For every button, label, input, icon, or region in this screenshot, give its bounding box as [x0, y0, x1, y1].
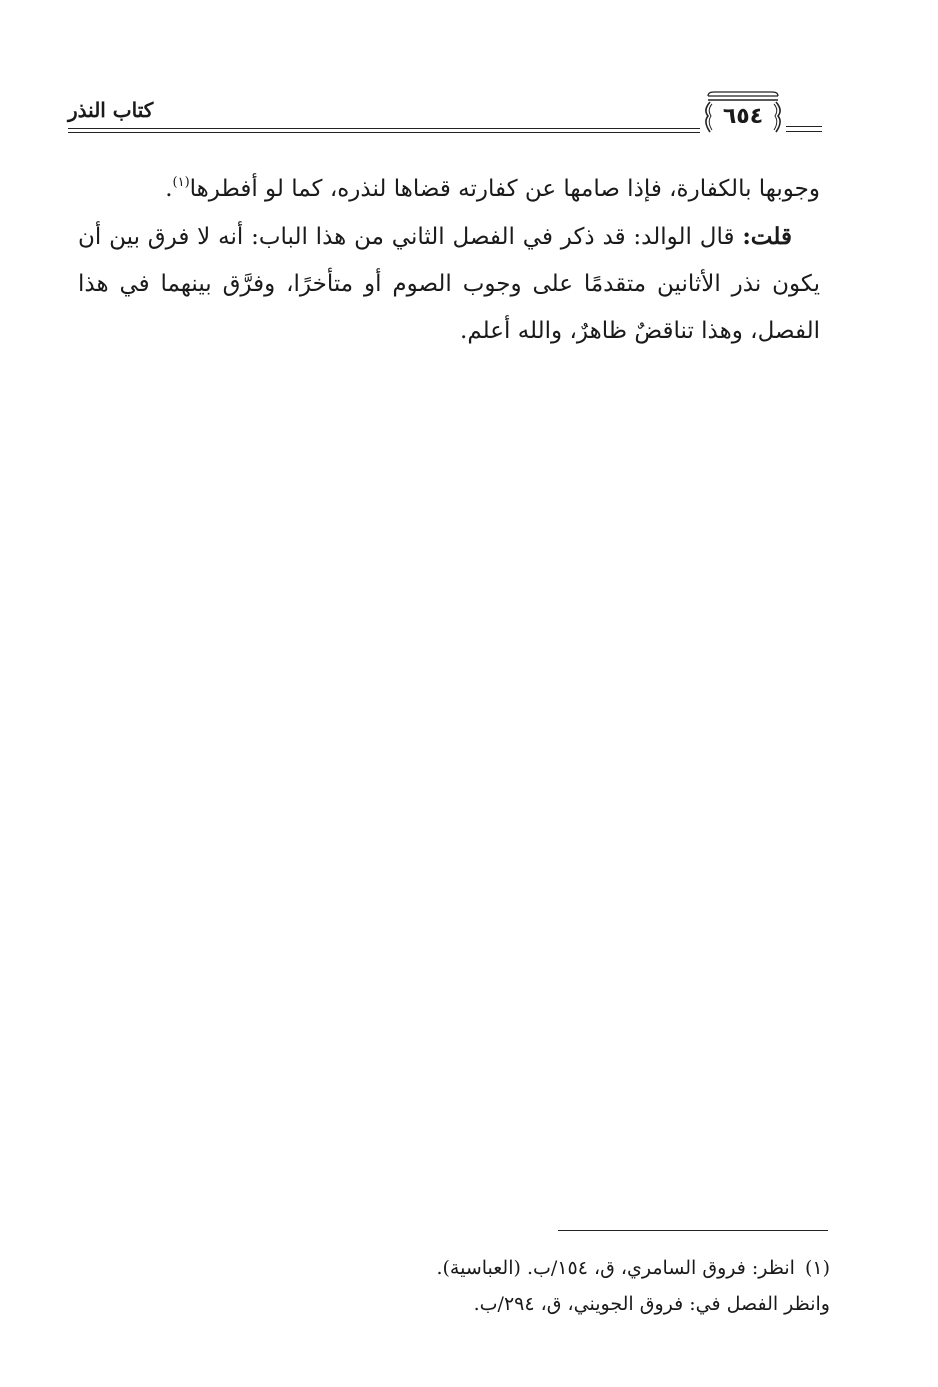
paragraph-end: .	[165, 176, 173, 202]
page-header	[68, 86, 824, 142]
footnote-reference: (١)	[172, 175, 190, 190]
header-rule-right-double	[786, 131, 822, 132]
paragraph-lead-word: قلت:	[742, 223, 792, 250]
footnotes	[300, 1250, 830, 1322]
paragraph	[78, 213, 820, 355]
paragraph-text: وجوبها بالكفارة، فإذا صامها عن كفارته قضاها لنذره، كما لو أفطرها	[189, 176, 820, 202]
header-rule-right	[786, 126, 822, 127]
header-rule	[68, 128, 700, 129]
page-number-ornament	[700, 86, 786, 138]
page-number: ٦٥٤	[722, 104, 764, 129]
footnote-continuation: وانظر الفصل في: فروق الجويني، ق، ٢٩٤/ب.	[473, 1293, 830, 1315]
running-title: كتاب النذر	[68, 98, 154, 122]
footnote-text: انظر: فروق السامري، ق، ١٥٤/ب. (العباسية).	[436, 1257, 795, 1279]
footnote-separator	[558, 1230, 828, 1231]
main-text	[78, 166, 820, 355]
header-rule-double	[68, 132, 700, 133]
footnote-marker: (١)	[804, 1257, 830, 1279]
paragraph-text: قال الوالد: قد ذكر في الفصل الثاني من هذا الباب: أنه لا فرق بين أن يكون نذر الأثانين متقدمًا على وجوب الصوم أو متأخرًا، وفرَّق بينهما في هذا الفصل، وهذا تناقضٌ ظاهرٌ، والله أعلم.	[78, 224, 820, 344]
paragraph	[78, 166, 820, 213]
footnote-item	[300, 1250, 830, 1286]
